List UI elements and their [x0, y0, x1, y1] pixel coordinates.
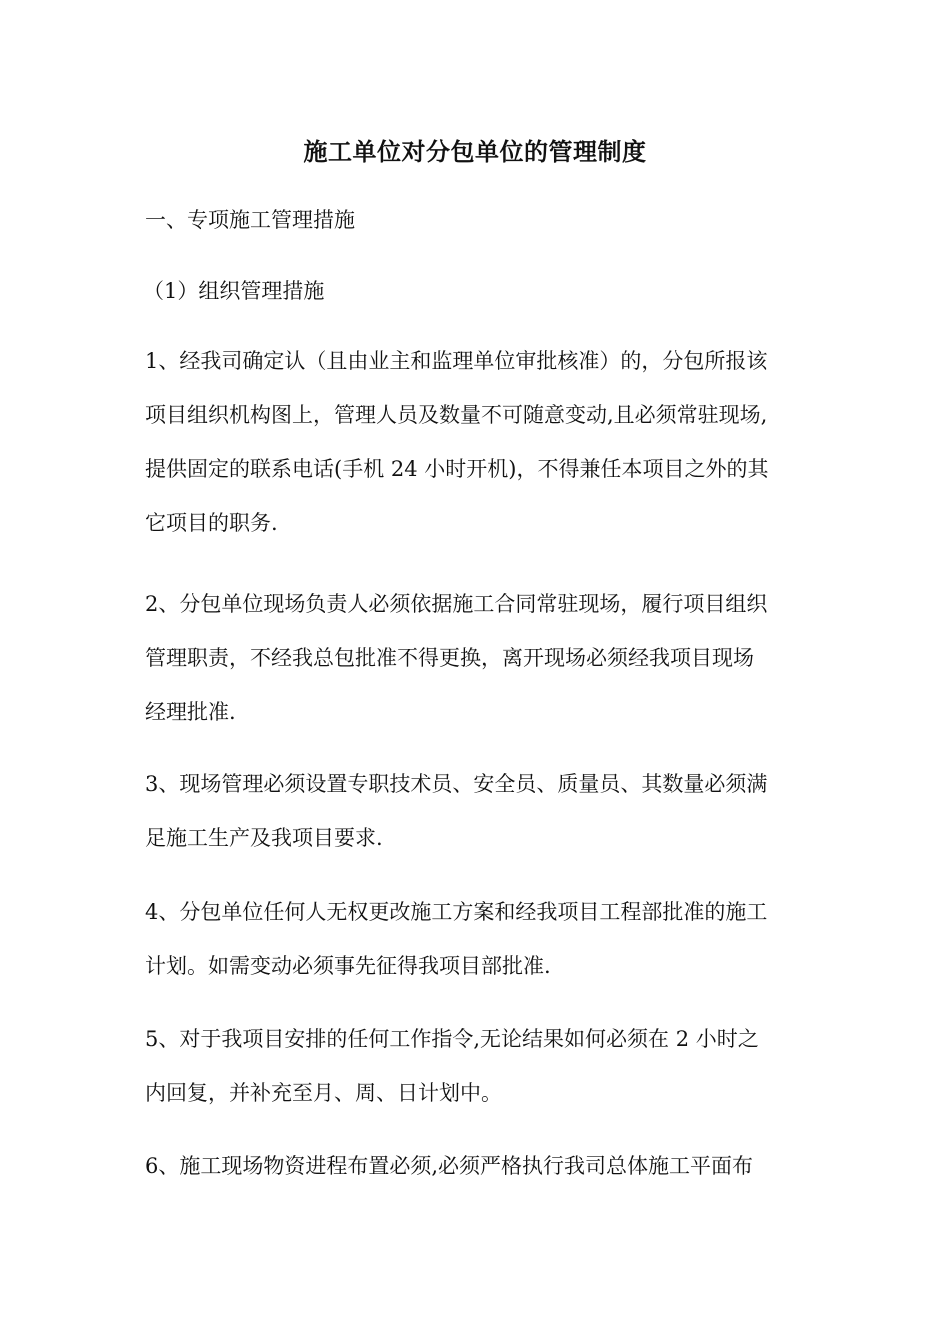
- paragraph-line: 5、对于我项目安排的任何工作指令,无论结果如何必须在 2 小时之: [145, 1027, 759, 1051]
- paragraph-6: [145, 1139, 815, 1193]
- paragraph-line: 3、现场管理必须设置专职技术员、安全员、质量员、其数量必须满: [145, 772, 768, 796]
- paragraph-line: 它项目的职务.: [145, 511, 278, 535]
- paragraph-line: 计划。如需变动必须事先征得我项目部批准.: [145, 954, 551, 978]
- paragraph-5: [145, 1012, 815, 1120]
- paragraph-line: 1、经我司确定认（且由业主和监理单位审批核准）的，分包所报该: [145, 349, 768, 373]
- document-title: 施工单位对分包单位的管理制度: [303, 137, 647, 166]
- paragraph-line: 管理职责，不经我总包批准不得更换，离开现场必须经我项目现场: [145, 646, 754, 670]
- paragraph-4: [145, 885, 815, 993]
- paragraph-1: [145, 334, 815, 550]
- paragraph-2: [145, 577, 815, 739]
- paragraph-line: 经理批准.: [145, 700, 236, 724]
- paragraph-line: 内回复，并补充至月、周、日计划中。: [145, 1081, 502, 1105]
- subsection-heading: （1）组织管理措施: [143, 279, 325, 303]
- paragraph-line: 2、分包单位现场负责人必须依据施工合同常驻现场，履行项目组织: [145, 592, 768, 616]
- paragraph-line: 提供固定的联系电话(手机 24 小时开机)，不得兼任本项目之外的其: [145, 457, 769, 481]
- section-heading: 一、专项施工管理措施: [145, 208, 355, 232]
- paragraph-line: 4、分包单位任何人无权更改施工方案和经我项目工程部批准的施工: [145, 900, 768, 924]
- paragraph-line: 足施工生产及我项目要求.: [145, 826, 383, 850]
- paragraph-line: 6、施工现场物资进程布置必须,必须严格执行我司总体施工平面布: [145, 1154, 754, 1178]
- paragraph-line: 项目组织机构图上，管理人员及数量不可随意变动,且必须常驻现场,: [145, 403, 768, 427]
- paragraph-3: [145, 757, 815, 865]
